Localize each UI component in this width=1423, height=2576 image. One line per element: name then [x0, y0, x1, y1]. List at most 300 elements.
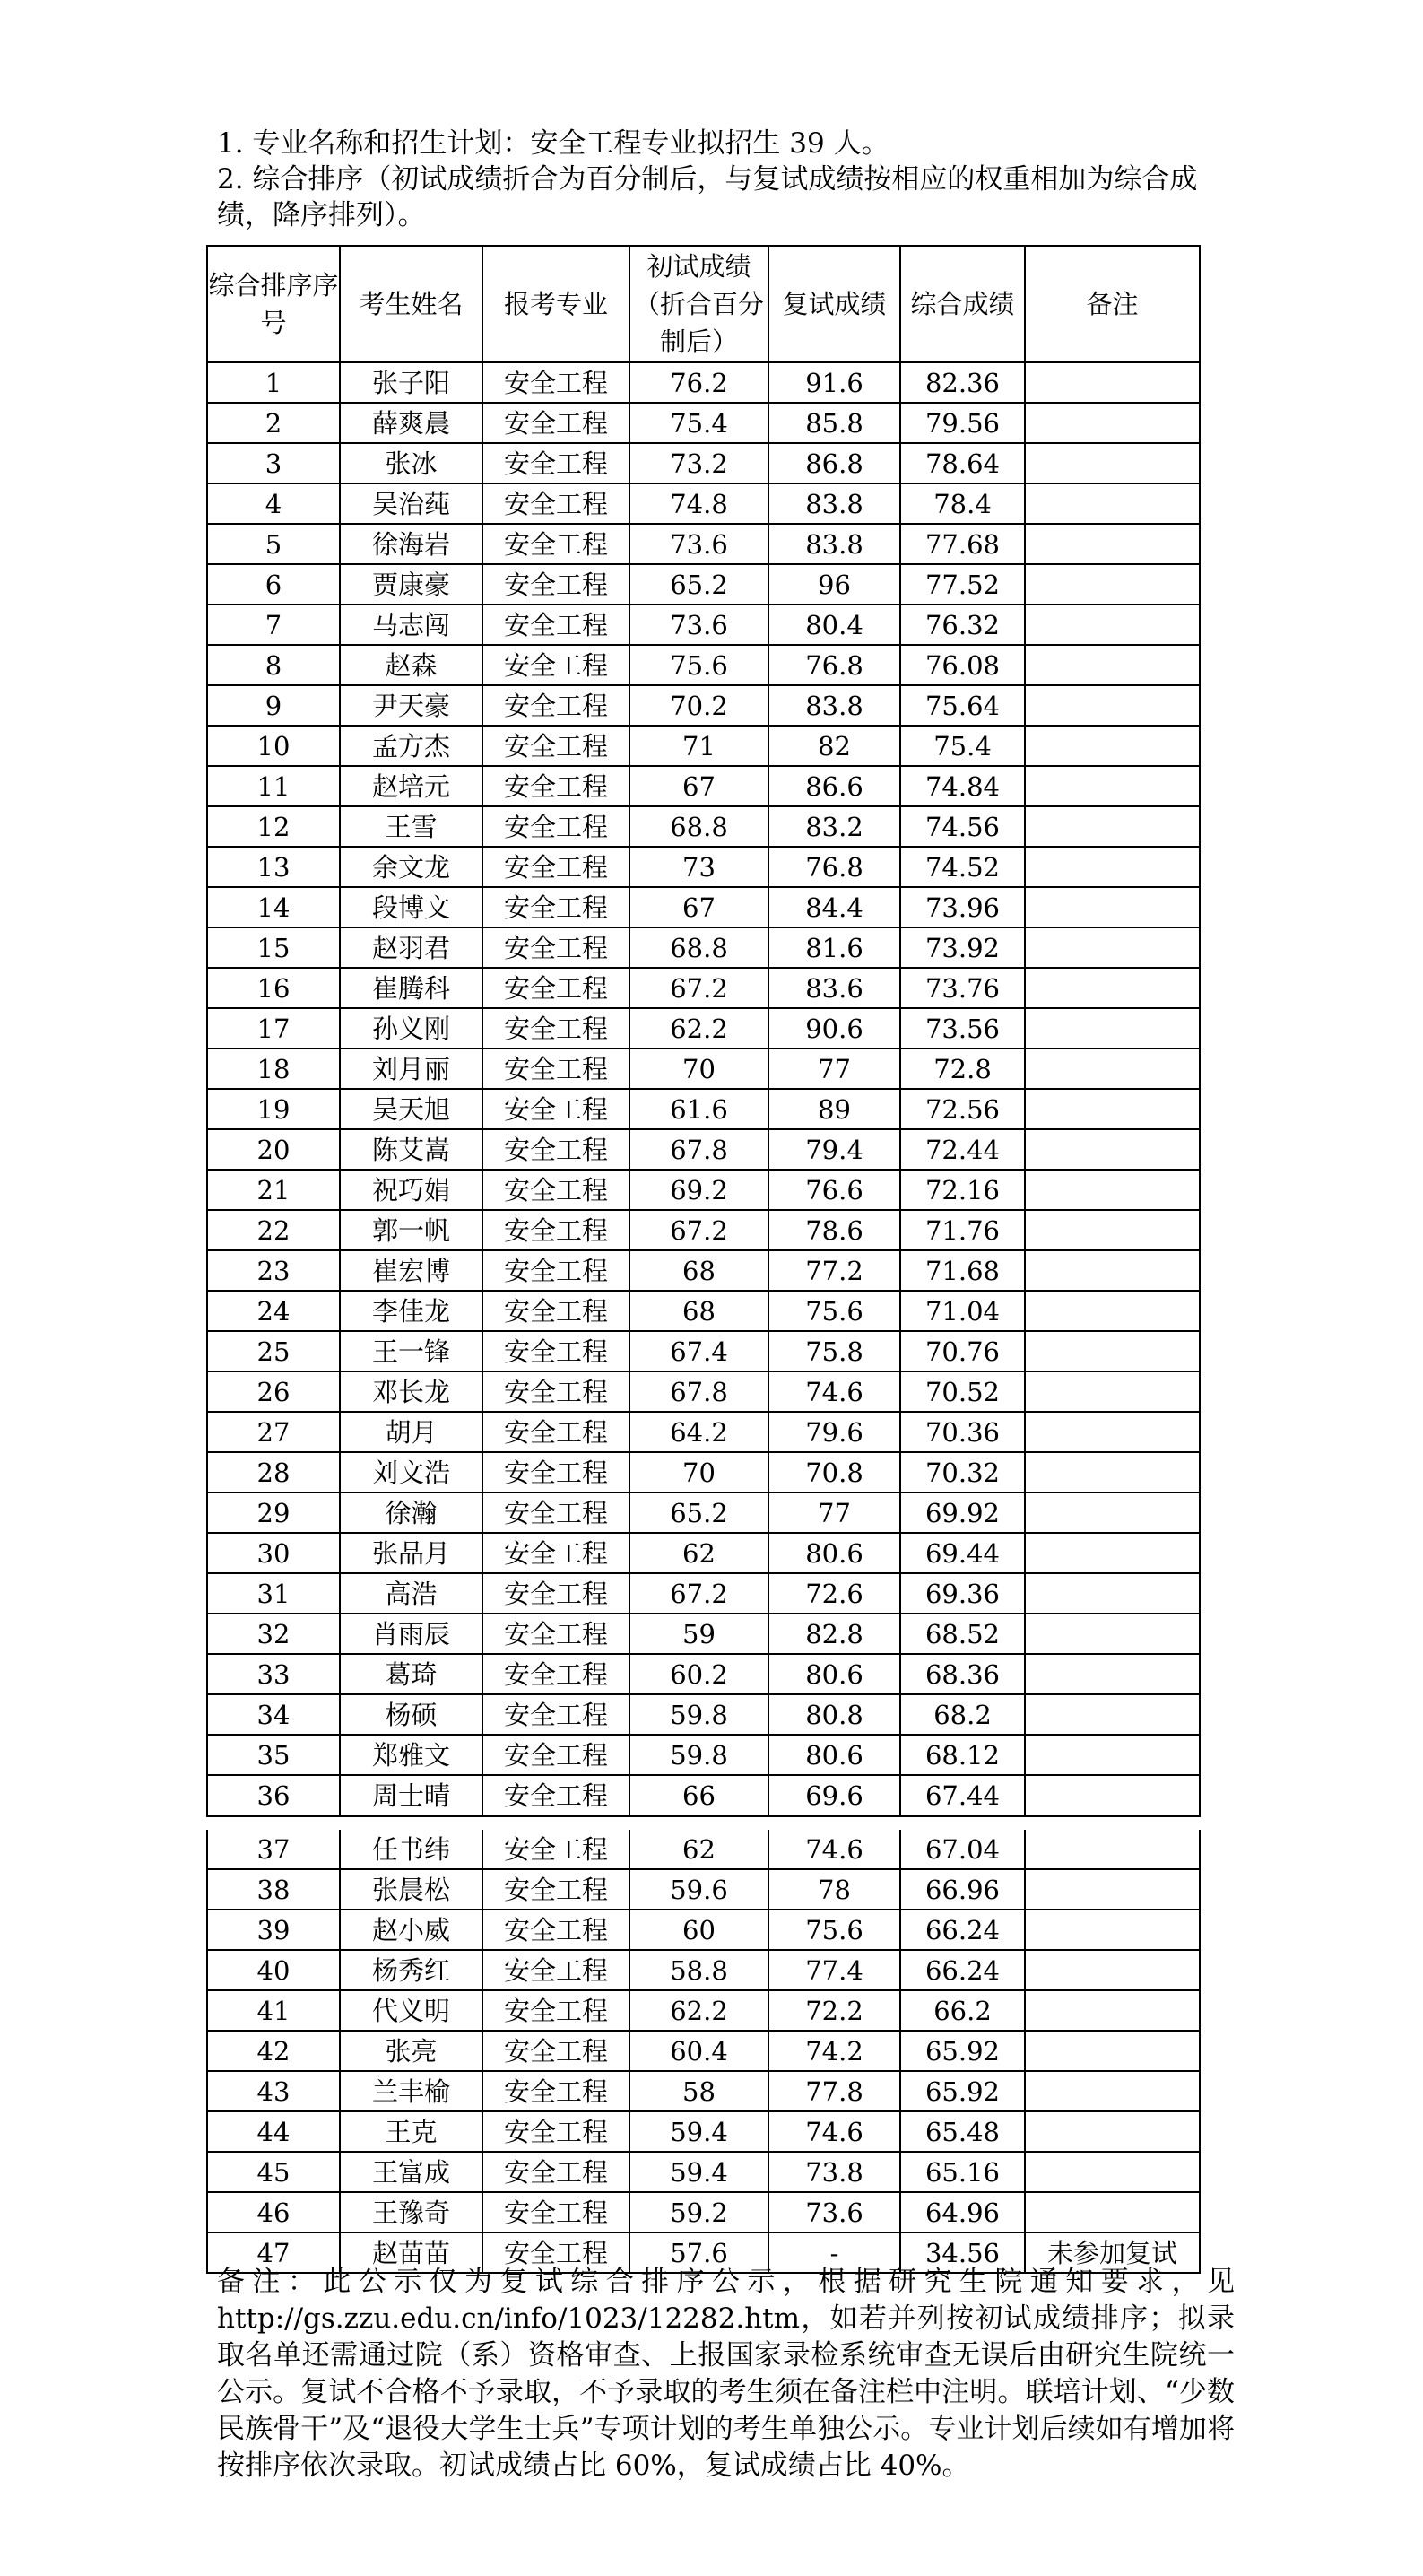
table-row — [207, 887, 1200, 927]
rank-cell: 23 — [207, 1250, 340, 1291]
remark-cell — [1025, 1291, 1200, 1331]
major-cell: 安全工程 — [482, 1291, 629, 1331]
name-cell: 赵培元 — [340, 766, 482, 806]
retest-score-cell: 80.6 — [768, 1735, 900, 1775]
major-cell: 安全工程 — [482, 1869, 629, 1910]
rank-cell: 44 — [207, 2111, 340, 2152]
name-cell: 刘文浩 — [340, 1452, 482, 1493]
retest-score-cell: 74.6 — [768, 1830, 900, 1869]
table-row — [207, 1331, 1200, 1371]
rank-cell: 11 — [207, 766, 340, 806]
table-row — [207, 766, 1200, 806]
initial-score-cell: 57.6 — [629, 2232, 768, 2273]
major-cell: 安全工程 — [482, 1533, 629, 1573]
rank-cell: 43 — [207, 2071, 340, 2111]
total-score-cell: 72.8 — [900, 1049, 1025, 1089]
total-score-cell: 68.36 — [900, 1654, 1025, 1694]
table-row — [207, 1990, 1200, 2031]
rank-cell: 36 — [207, 1775, 340, 1816]
initial-score-cell: 58.8 — [629, 1950, 768, 1990]
major-cell: 安全工程 — [482, 1735, 629, 1775]
remark-cell — [1025, 1008, 1200, 1049]
rank-cell: 42 — [207, 2031, 340, 2071]
major-cell: 安全工程 — [482, 564, 629, 605]
ranking-table-part1 — [206, 245, 1201, 1817]
major-cell: 安全工程 — [482, 645, 629, 685]
total-score-cell: 78.4 — [900, 483, 1025, 524]
initial-score-cell: 65.2 — [629, 564, 768, 605]
remark-cell — [1025, 1614, 1200, 1654]
retest-score-cell: 78 — [768, 1869, 900, 1910]
initial-score-cell: 73 — [629, 847, 768, 887]
header-rank: 综合排序序号 — [207, 246, 340, 362]
name-cell: 邓长龙 — [340, 1371, 482, 1412]
retest-score-cell: 80.6 — [768, 1533, 900, 1573]
table-row — [207, 645, 1200, 685]
remark-cell — [1025, 362, 1200, 403]
rank-cell: 5 — [207, 524, 340, 564]
initial-score-cell: 59.4 — [629, 2152, 768, 2192]
major-cell: 安全工程 — [482, 847, 629, 887]
remark-cell — [1025, 2111, 1200, 2152]
major-cell: 安全工程 — [482, 1654, 629, 1694]
retest-score-cell: 76.8 — [768, 847, 900, 887]
major-cell: 安全工程 — [482, 1129, 629, 1170]
retest-score-cell: 74.6 — [768, 1371, 900, 1412]
rank-cell: 27 — [207, 1412, 340, 1452]
ranking-table-part2 — [206, 1830, 1201, 2274]
remark-cell — [1025, 483, 1200, 524]
name-cell: 孙义刚 — [340, 1008, 482, 1049]
name-cell: 徐瀚 — [340, 1493, 482, 1533]
remark-cell — [1025, 1869, 1200, 1910]
rank-cell: 34 — [207, 1694, 340, 1735]
major-cell: 安全工程 — [482, 1990, 629, 2031]
table-row — [207, 1614, 1200, 1654]
header-total-score: 综合成绩 — [900, 246, 1025, 362]
retest-score-cell: 72.6 — [768, 1573, 900, 1614]
name-cell: 王豫奇 — [340, 2192, 482, 2232]
rank-cell: 3 — [207, 443, 340, 483]
name-cell: 孟方杰 — [340, 726, 482, 766]
table-row — [207, 1830, 1200, 1869]
retest-score-cell: 77 — [768, 1493, 900, 1533]
remark-cell: 未参加复试 — [1025, 2232, 1200, 2273]
major-cell: 安全工程 — [482, 766, 629, 806]
major-cell: 安全工程 — [482, 605, 629, 645]
retest-score-cell: 83.8 — [768, 524, 900, 564]
plan-line: 1. 专业名称和招生计划：安全工程专业拟招生 39 人。 — [217, 127, 889, 160]
major-cell: 安全工程 — [482, 1089, 629, 1129]
major-cell: 安全工程 — [482, 1452, 629, 1493]
major-cell: 安全工程 — [482, 1694, 629, 1735]
table-row — [207, 1950, 1200, 1990]
rank-cell: 16 — [207, 968, 340, 1008]
name-cell: 陈艾嵩 — [340, 1129, 482, 1170]
retest-score-cell: 80.4 — [768, 605, 900, 645]
remark-cell — [1025, 1533, 1200, 1573]
table-row — [207, 403, 1200, 443]
remark-cell — [1025, 443, 1200, 483]
initial-score-cell: 60 — [629, 1910, 768, 1950]
rank-cell: 33 — [207, 1654, 340, 1694]
rank-cell: 17 — [207, 1008, 340, 1049]
name-cell: 赵小威 — [340, 1910, 482, 1950]
remark-cell — [1025, 968, 1200, 1008]
rank-cell: 21 — [207, 1170, 340, 1210]
table-row — [207, 1250, 1200, 1291]
retest-score-cell: 80.6 — [768, 1654, 900, 1694]
initial-score-cell: 75.6 — [629, 645, 768, 685]
rank-cell: 10 — [207, 726, 340, 766]
name-cell: 郑雅文 — [340, 1735, 482, 1775]
rank-cell: 7 — [207, 605, 340, 645]
initial-score-cell: 65.2 — [629, 1493, 768, 1533]
retest-score-cell: 77.8 — [768, 2071, 900, 2111]
table-header-row — [207, 246, 1200, 362]
name-cell: 杨硕 — [340, 1694, 482, 1735]
rank-cell: 39 — [207, 1910, 340, 1950]
major-cell: 安全工程 — [482, 2111, 629, 2152]
remark-cell — [1025, 1089, 1200, 1129]
name-cell: 马志闯 — [340, 605, 482, 645]
total-score-cell: 72.16 — [900, 1170, 1025, 1210]
initial-score-cell: 67.4 — [629, 1331, 768, 1371]
table-row — [207, 2111, 1200, 2152]
initial-score-cell: 69.2 — [629, 1170, 768, 1210]
retest-score-cell: 74.6 — [768, 2111, 900, 2152]
total-score-cell: 64.96 — [900, 2192, 1025, 2232]
name-cell: 任书纬 — [340, 1830, 482, 1869]
initial-score-cell: 67.2 — [629, 968, 768, 1008]
table-row — [207, 685, 1200, 726]
total-score-cell: 82.36 — [900, 362, 1025, 403]
table-row — [207, 1170, 1200, 1210]
retest-score-cell: 74.2 — [768, 2031, 900, 2071]
name-cell: 杨秀红 — [340, 1950, 482, 1990]
remark-cell — [1025, 1735, 1200, 1775]
rank-cell: 1 — [207, 362, 340, 403]
total-score-cell: 70.36 — [900, 1412, 1025, 1452]
retest-score-cell: 69.6 — [768, 1775, 900, 1816]
rank-cell: 25 — [207, 1331, 340, 1371]
initial-score-cell: 59 — [629, 1614, 768, 1654]
intro — [217, 126, 1248, 233]
total-score-cell: 70.32 — [900, 1452, 1025, 1493]
total-score-cell: 74.56 — [900, 806, 1025, 847]
name-cell: 段博文 — [340, 887, 482, 927]
major-cell: 安全工程 — [482, 1775, 629, 1816]
remark-cell — [1025, 726, 1200, 766]
total-score-cell: 74.52 — [900, 847, 1025, 887]
remark-cell — [1025, 1775, 1200, 1816]
initial-score-cell: 70 — [629, 1049, 768, 1089]
table-row — [207, 968, 1200, 1008]
remark-cell — [1025, 403, 1200, 443]
rank-cell: 37 — [207, 1830, 340, 1869]
retest-score-cell: 90.6 — [768, 1008, 900, 1049]
initial-score-cell: 60.4 — [629, 2031, 768, 2071]
rank-cell: 14 — [207, 887, 340, 927]
name-cell: 胡月 — [340, 1412, 482, 1452]
name-cell: 崔宏博 — [340, 1250, 482, 1291]
initial-score-cell: 66 — [629, 1775, 768, 1816]
name-cell: 王雪 — [340, 806, 482, 847]
major-cell: 安全工程 — [482, 1331, 629, 1371]
table-body-part2 — [207, 1830, 1200, 2273]
name-cell: 葛琦 — [340, 1654, 482, 1694]
total-score-cell: 72.44 — [900, 1129, 1025, 1170]
total-score-cell: 77.52 — [900, 564, 1025, 605]
name-cell: 薛爽晨 — [340, 403, 482, 443]
initial-score-cell: 68 — [629, 1291, 768, 1331]
rank-cell: 40 — [207, 1950, 340, 1990]
total-score-cell: 70.52 — [900, 1371, 1025, 1412]
initial-score-cell: 67.8 — [629, 1371, 768, 1412]
name-cell: 吴治莼 — [340, 483, 482, 524]
retest-score-cell: 76.6 — [768, 1170, 900, 1210]
rank-cell: 6 — [207, 564, 340, 605]
retest-score-cell: 77.4 — [768, 1950, 900, 1990]
initial-score-cell: 68.8 — [629, 927, 768, 968]
table-row — [207, 1291, 1200, 1331]
name-cell: 赵森 — [340, 645, 482, 685]
total-score-cell: 73.76 — [900, 968, 1025, 1008]
total-score-cell: 67.44 — [900, 1775, 1025, 1816]
major-cell: 安全工程 — [482, 2152, 629, 2192]
rank-cell: 8 — [207, 645, 340, 685]
major-cell: 安全工程 — [482, 1614, 629, 1654]
total-score-cell: 75.64 — [900, 685, 1025, 726]
initial-score-cell: 71 — [629, 726, 768, 766]
initial-score-cell: 68 — [629, 1250, 768, 1291]
retest-score-cell: 91.6 — [768, 362, 900, 403]
retest-score-cell: 89 — [768, 1089, 900, 1129]
name-cell: 周士晴 — [340, 1775, 482, 1816]
table-row — [207, 2192, 1200, 2232]
total-score-cell: 70.76 — [900, 1331, 1025, 1371]
total-score-cell: 72.56 — [900, 1089, 1025, 1129]
retest-score-cell: 82.8 — [768, 1614, 900, 1654]
name-cell: 尹天豪 — [340, 685, 482, 726]
remark-cell — [1025, 2192, 1200, 2232]
retest-score-cell: 79.4 — [768, 1129, 900, 1170]
remark-cell — [1025, 1493, 1200, 1533]
initial-score-cell: 73.6 — [629, 605, 768, 645]
initial-score-cell: 59.6 — [629, 1869, 768, 1910]
table-row — [207, 847, 1200, 887]
initial-score-cell: 58 — [629, 2071, 768, 2111]
rank-cell: 12 — [207, 806, 340, 847]
name-cell: 李佳龙 — [340, 1291, 482, 1331]
table-row — [207, 1412, 1200, 1452]
retest-score-cell: 83.8 — [768, 685, 900, 726]
table-row — [207, 1869, 1200, 1910]
name-cell: 吴天旭 — [340, 1089, 482, 1129]
initial-score-cell: 67 — [629, 766, 768, 806]
table-row — [207, 806, 1200, 847]
rank-cell: 29 — [207, 1493, 340, 1533]
table-row — [207, 1371, 1200, 1412]
name-cell: 张亮 — [340, 2031, 482, 2071]
total-score-cell: 65.92 — [900, 2071, 1025, 2111]
name-cell: 兰丰榆 — [340, 2071, 482, 2111]
rank-cell: 30 — [207, 1533, 340, 1573]
table-row — [207, 564, 1200, 605]
retest-score-cell: 73.8 — [768, 2152, 900, 2192]
total-score-cell: 67.04 — [900, 1830, 1025, 1869]
total-score-cell: 78.64 — [900, 443, 1025, 483]
remark-cell — [1025, 1830, 1200, 1869]
remark-cell — [1025, 1452, 1200, 1493]
name-cell: 王克 — [340, 2111, 482, 2152]
remark-cell — [1025, 1170, 1200, 1210]
retest-score-cell: 79.6 — [768, 1412, 900, 1452]
name-cell: 张晨松 — [340, 1869, 482, 1910]
table-row — [207, 726, 1200, 766]
table-row — [207, 1694, 1200, 1735]
total-score-cell: 79.56 — [900, 403, 1025, 443]
retest-score-cell: 81.6 — [768, 927, 900, 968]
retest-score-cell: 86.6 — [768, 766, 900, 806]
major-cell: 安全工程 — [482, 806, 629, 847]
initial-score-cell: 76.2 — [629, 362, 768, 403]
initial-score-cell: 67.2 — [629, 1210, 768, 1250]
rank-cell: 35 — [207, 1735, 340, 1775]
total-score-cell: 76.32 — [900, 605, 1025, 645]
remark-cell — [1025, 1049, 1200, 1089]
table-row — [207, 443, 1200, 483]
remark-cell — [1025, 1910, 1200, 1950]
total-score-cell: 69.92 — [900, 1493, 1025, 1533]
remark-cell — [1025, 1412, 1200, 1452]
major-cell: 安全工程 — [482, 1830, 629, 1869]
note: 备注：此公示仅为复试综合排序公示，根据研究生院通知要求，见 http://gs.zzu.edu.cn/info/1023/12282.htm，如若并列按初试成绩排序；拟录取名单还需通过院（系）资格审查、上报国家录检系统审查无误后由研究生院统一公示。复试不合格不予录取，不予录取的考生须在备注栏中注明。联培计划、“少数民族骨干”及“退役大学生士兵”专项计划的考生单独公示。专业计划后续如有增加将按排序依次录取。初试成绩占比 60%，复试成绩占比 40%。 — [217, 2266, 1235, 2482]
remark-cell — [1025, 766, 1200, 806]
rank-cell: 28 — [207, 1452, 340, 1493]
initial-score-cell: 73.2 — [629, 443, 768, 483]
major-cell: 安全工程 — [482, 927, 629, 968]
total-score-cell: 74.84 — [900, 766, 1025, 806]
retest-score-cell: 75.8 — [768, 1331, 900, 1371]
retest-score-cell: 82 — [768, 726, 900, 766]
ranking-line: 2. 综合排序（初试成绩折合为百分制后，与复试成绩按相应的权重相加为综合成绩，降序排列）。 — [217, 163, 1198, 231]
major-cell: 安全工程 — [482, 2232, 629, 2273]
total-score-cell: 73.92 — [900, 927, 1025, 968]
initial-score-cell: 67.8 — [629, 1129, 768, 1170]
rank-cell: 15 — [207, 927, 340, 968]
initial-score-cell: 61.6 — [629, 1089, 768, 1129]
name-cell: 代义明 — [340, 1990, 482, 2031]
rank-cell: 38 — [207, 1869, 340, 1910]
retest-score-cell: 70.8 — [768, 1452, 900, 1493]
name-cell: 张品月 — [340, 1533, 482, 1573]
table-row — [207, 1573, 1200, 1614]
rank-cell: 45 — [207, 2152, 340, 2192]
table-row — [207, 927, 1200, 968]
major-cell: 安全工程 — [482, 1170, 629, 1210]
rank-cell: 26 — [207, 1371, 340, 1412]
table-row — [207, 1654, 1200, 1694]
rank-cell: 19 — [207, 1089, 340, 1129]
retest-score-cell: 86.8 — [768, 443, 900, 483]
name-cell: 崔腾科 — [340, 968, 482, 1008]
table-body-part1 — [207, 362, 1200, 1816]
table-row — [207, 605, 1200, 645]
table-row — [207, 1008, 1200, 1049]
rank-cell: 32 — [207, 1614, 340, 1654]
retest-score-cell: 76.8 — [768, 645, 900, 685]
total-score-cell: 68.52 — [900, 1614, 1025, 1654]
major-cell: 安全工程 — [482, 1049, 629, 1089]
major-cell: 安全工程 — [482, 968, 629, 1008]
initial-score-cell: 59.8 — [629, 1694, 768, 1735]
header-major: 报考专业 — [482, 246, 629, 362]
total-score-cell: 77.68 — [900, 524, 1025, 564]
initial-score-cell: 68.8 — [629, 806, 768, 847]
total-score-cell: 73.96 — [900, 887, 1025, 927]
retest-score-cell: - — [768, 2232, 900, 2273]
name-cell: 贾康豪 — [340, 564, 482, 605]
retest-score-cell: 84.4 — [768, 887, 900, 927]
total-score-cell: 73.56 — [900, 1008, 1025, 1049]
total-score-cell: 71.68 — [900, 1250, 1025, 1291]
rank-cell: 4 — [207, 483, 340, 524]
retest-score-cell: 78.6 — [768, 1210, 900, 1250]
remark-cell — [1025, 1250, 1200, 1291]
remark-cell — [1025, 1210, 1200, 1250]
remark-cell — [1025, 1694, 1200, 1735]
major-cell: 安全工程 — [482, 524, 629, 564]
name-cell: 徐海岩 — [340, 524, 482, 564]
header-initial-score: 初试成绩（折合百分制后） — [629, 246, 768, 362]
initial-score-cell: 62 — [629, 1830, 768, 1869]
initial-score-cell: 62 — [629, 1533, 768, 1573]
retest-score-cell: 75.6 — [768, 1910, 900, 1950]
name-cell: 余文龙 — [340, 847, 482, 887]
major-cell: 安全工程 — [482, 1950, 629, 1990]
table-row — [207, 1049, 1200, 1089]
table-row — [207, 362, 1200, 403]
retest-score-cell: 80.8 — [768, 1694, 900, 1735]
remark-cell — [1025, 2071, 1200, 2111]
name-cell: 肖雨辰 — [340, 1614, 482, 1654]
table-row — [207, 1452, 1200, 1493]
major-cell: 安全工程 — [482, 483, 629, 524]
major-cell: 安全工程 — [482, 726, 629, 766]
table-row — [207, 1910, 1200, 1950]
total-score-cell: 66.96 — [900, 1869, 1025, 1910]
name-cell: 张冰 — [340, 443, 482, 483]
total-score-cell: 65.16 — [900, 2152, 1025, 2192]
rank-cell: 20 — [207, 1129, 340, 1170]
table-row — [207, 2031, 1200, 2071]
initial-score-cell: 67.2 — [629, 1573, 768, 1614]
total-score-cell: 66.2 — [900, 1990, 1025, 2031]
major-cell: 安全工程 — [482, 2192, 629, 2232]
remark-cell — [1025, 927, 1200, 968]
rank-cell: 9 — [207, 685, 340, 726]
initial-score-cell: 73.6 — [629, 524, 768, 564]
table-row — [207, 1735, 1200, 1775]
rank-cell: 41 — [207, 1990, 340, 2031]
rank-cell: 2 — [207, 403, 340, 443]
major-cell: 安全工程 — [482, 1371, 629, 1412]
remark-cell — [1025, 2152, 1200, 2192]
retest-score-cell: 72.2 — [768, 1990, 900, 2031]
remark-cell — [1025, 2031, 1200, 2071]
total-score-cell: 65.48 — [900, 2111, 1025, 2152]
